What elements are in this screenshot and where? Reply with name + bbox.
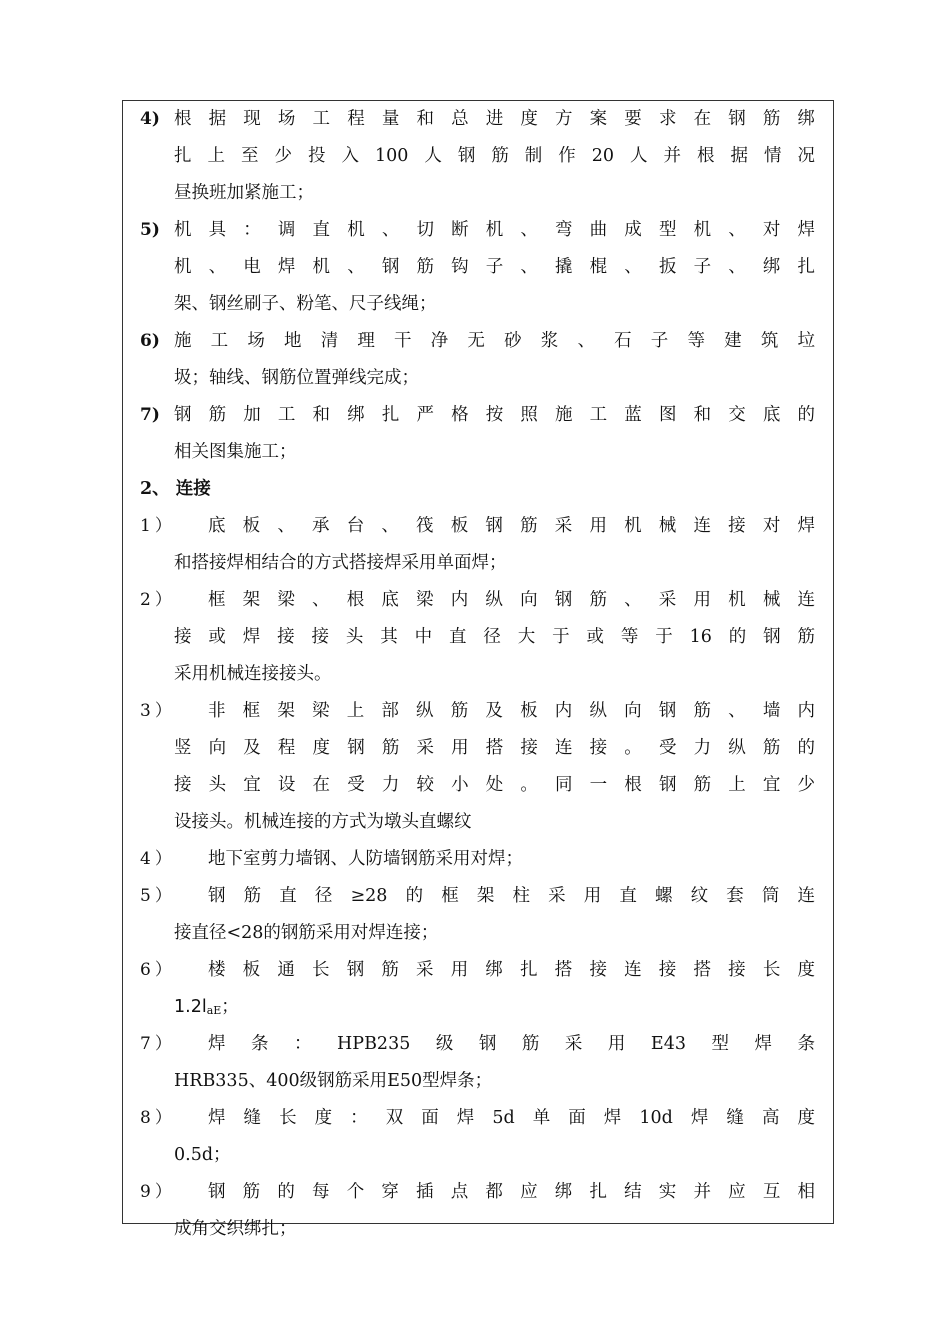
formula-subscript: aE bbox=[206, 1004, 222, 1017]
item-number: 6） bbox=[140, 960, 176, 980]
list-item bbox=[140, 212, 815, 323]
list-item bbox=[140, 693, 815, 841]
item-number: 5） bbox=[140, 886, 176, 906]
list-item bbox=[140, 101, 815, 212]
item-text-line: 接头宜设在受力较小处。同一根钢筋上宜少 bbox=[174, 775, 815, 795]
item-text-line: 框架梁、根底梁内纵向钢筋、采用机械连 bbox=[208, 590, 815, 610]
item-text-line: 钢筋的每个穿插点都应绑扎结实并应互相 bbox=[208, 1182, 815, 1202]
item-text-line: 相关图集施工； bbox=[174, 442, 297, 462]
list-item bbox=[140, 878, 815, 952]
item-text-line: 楼板通长钢筋采用绑扎搭接连接搭接长度 bbox=[208, 960, 815, 980]
item-text-line: 地下室剪力墙钢、人防墙钢筋采用对焊； bbox=[208, 849, 523, 869]
item-text-line: 非框架梁上部纵筋及板内纵向钢筋、墙内 bbox=[208, 701, 815, 721]
list-item bbox=[140, 323, 815, 397]
item-text-line: 机具：调直机、切断机、弯曲成型机、对焊 bbox=[174, 220, 815, 240]
document-body bbox=[140, 101, 815, 1248]
list-item bbox=[140, 1100, 815, 1174]
item-text-line: 圾；轴线、钢筋位置弹线完成； bbox=[174, 368, 419, 388]
item-text-line: 底板、承台、筏板钢筋采用机械连接对焊 bbox=[208, 516, 815, 536]
item-text-line: 昼换班加紧施工； bbox=[174, 183, 314, 203]
item-number: 2） bbox=[140, 590, 176, 610]
item-text-line: 接或焊接接头其中直径大于或等于16的钢筋 bbox=[174, 627, 815, 647]
item-number: 4) bbox=[140, 109, 160, 129]
item-number: 8） bbox=[140, 1108, 176, 1128]
item-number: 7） bbox=[140, 1034, 176, 1054]
item-number: 4） bbox=[140, 849, 176, 869]
item-text-line: 设接头。机械连接的方式为墩头直螺纹 bbox=[174, 812, 472, 832]
item-text-line: 根据现场工程量和总进度方案要求在钢筋绑 bbox=[174, 109, 815, 129]
item-number: 3） bbox=[140, 701, 176, 721]
item-number: 7) bbox=[140, 405, 160, 425]
list-item bbox=[140, 397, 815, 471]
list-item bbox=[140, 841, 815, 878]
item-text-line: 焊条：HPB235级钢筋采用E43型焊条 bbox=[208, 1034, 815, 1054]
list-item bbox=[140, 1026, 815, 1100]
item-text-line: 采用机械连接接头。 bbox=[174, 664, 332, 684]
page-frame bbox=[122, 100, 834, 1239]
formula-end: ； bbox=[221, 997, 239, 1017]
item-text-line: 竖向及程度钢筋采用搭接连接。受力纵筋的 bbox=[174, 738, 815, 758]
item-text-line: 钢筋加工和绑扎严格按照施工蓝图和交底的 bbox=[174, 405, 815, 425]
list-item bbox=[140, 952, 815, 1026]
item-text-line: 架、钢丝刷子、粉笔、尺子线绳； bbox=[174, 294, 437, 314]
item-number: 9） bbox=[140, 1182, 176, 1202]
item-number: 6) bbox=[140, 331, 160, 351]
item-text-line: 成角交织绑扎； bbox=[174, 1219, 297, 1239]
item-text-line: 接直径<28的钢筋采用对焊连接； bbox=[174, 923, 439, 943]
item-text-line: 和搭接焊相结合的方式搭接焊采用单面焊； bbox=[174, 553, 507, 573]
item-text-line: 施工场地清理干净无砂浆、石子等建筑垃 bbox=[174, 331, 815, 351]
formula-text: 1.2l bbox=[174, 997, 207, 1017]
item-text-line: 0.5d； bbox=[174, 1145, 231, 1165]
list-item bbox=[140, 582, 815, 693]
list-item bbox=[140, 508, 815, 582]
item-text-line: 钢筋直径≥28的框架柱采用直螺纹套筒连 bbox=[208, 886, 815, 906]
item-number: 1） bbox=[140, 516, 176, 536]
item-text-line: HRB335、400级钢筋采用E50型焊条； bbox=[174, 1071, 493, 1091]
item-text-line: 扎上至少投入100人钢筋制作20人并根据情况 bbox=[174, 146, 815, 166]
item-number: 5) bbox=[140, 220, 160, 240]
item-text-line bbox=[174, 989, 815, 1026]
item-text-line: 机、电焊机、钢筋钩子、撬棍、扳子、绑扎 bbox=[174, 257, 815, 277]
item-text-line: 焊缝长度：双面焊5d单面焊10d焊缝高度 bbox=[208, 1108, 815, 1128]
section-heading: 2、 连接 bbox=[140, 479, 211, 499]
list-item bbox=[140, 1174, 815, 1248]
